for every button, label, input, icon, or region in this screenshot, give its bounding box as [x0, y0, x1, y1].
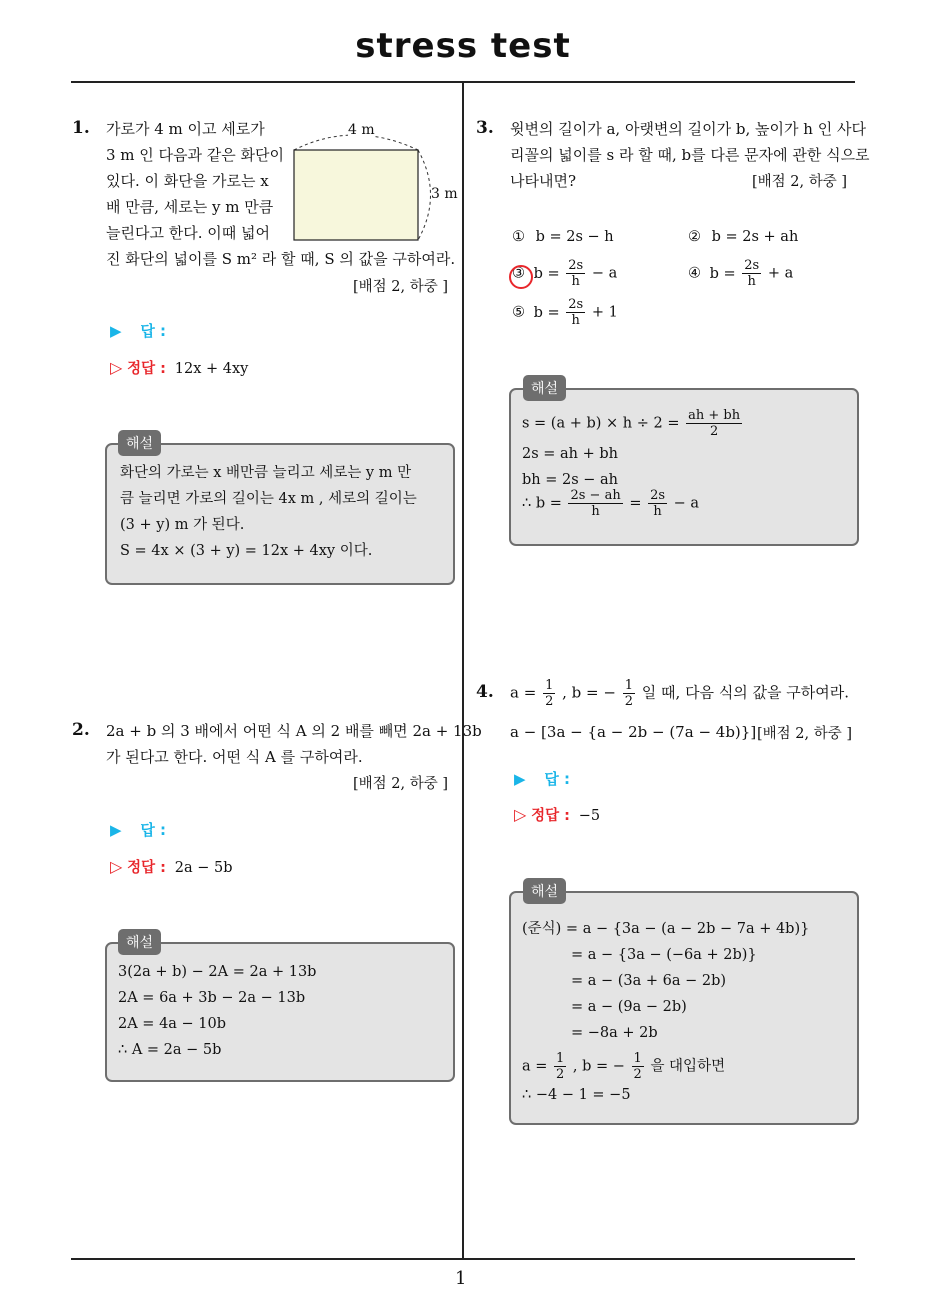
q3-choice-5-pre: b =: [533, 304, 560, 321]
q3-choice-4-post: + a: [767, 265, 794, 282]
q4-sub-tail: 을 대입하면: [650, 1058, 726, 1075]
q4-sub-a-num: 1: [556, 1051, 565, 1066]
q3-exp-line-4-den-2: h: [653, 504, 662, 519]
q1-number: 1.: [72, 118, 90, 138]
q3-choice-2[interactable]: [688, 229, 798, 245]
q3-choice-5-post: + 1: [591, 304, 618, 321]
q3-choice-3-fraction: [566, 258, 585, 289]
q4-answer-label: 답 :: [544, 770, 571, 788]
triangle-outline-icon: ▷: [110, 857, 123, 876]
q3-choice-2-expr: b = 2s + ah: [711, 229, 799, 245]
q2-correct-label: 정답 :: [127, 860, 166, 876]
q2-correct-value: 2a − 5b: [174, 860, 233, 876]
q3-exp-line-4-post: − a: [673, 495, 700, 512]
q4-correct-value: −5: [578, 808, 601, 824]
q4-sub-a-pre: a =: [522, 1058, 548, 1075]
play-icon: ▶: [514, 770, 526, 788]
q3-line-1: 윗변의 길이가 a, 아랫변의 길이가 b, 높이가 h 인 사다: [510, 120, 866, 138]
q3-exp-line-4-fraction-1: [568, 488, 622, 519]
q2-exp-line-2: 2A = 6a + 3b − 2a − 13b: [118, 990, 306, 1006]
q1-answer-row: [110, 320, 166, 341]
q3-choice-4-fraction: [742, 258, 761, 289]
q4-exp-line-5: = −8a + 2b: [571, 1025, 658, 1041]
q4-line-1: [510, 678, 849, 709]
q3-choice-5-den: h: [571, 313, 580, 328]
q4-exp-line-2: = a − {3a − (−6a + 2b)}: [571, 947, 757, 963]
column-divider: [462, 82, 464, 1260]
q3-choice-4-pre: b =: [709, 265, 736, 282]
q1-correct-label: 정답 :: [127, 361, 166, 377]
play-icon: ▶: [110, 322, 122, 340]
q3-exp-line-4-mid: =: [629, 495, 642, 512]
q3-exp-line-1-num: ah + bh: [688, 408, 741, 423]
q4-exp-line-4: = a − (9a − 2b): [571, 999, 687, 1015]
q4-sub-a-fraction: [554, 1051, 566, 1082]
q3-exp-line-1: [522, 408, 744, 439]
q4-a-pre: a =: [510, 683, 537, 702]
q4-explanation-tag: 해설: [523, 878, 566, 904]
q1-exp-line-3: (3 + y) m 가 된다.: [120, 517, 245, 533]
q1-exp-line-2: 큼 늘리면 가로의 길이는 4x m , 세로의 길이는: [120, 491, 417, 507]
q3-choice-4-mark: ④: [688, 265, 701, 282]
q4-exp-line-3: = a − (3a + 6a − 2b): [571, 973, 727, 989]
q4-a-den: 2: [545, 694, 554, 709]
q3-choice-3-mark: ③: [512, 265, 525, 282]
q4-expression: a − [3a − {a − 2b − (7a − 4b)}]: [510, 723, 757, 741]
q1-correct-row: [110, 357, 248, 378]
q3-choice-3-num: 2s: [568, 258, 584, 273]
q4-sub-a-den: 2: [556, 1067, 565, 1082]
q4-b-num: 1: [624, 678, 633, 693]
q4-sub-b-num: 1: [633, 1051, 642, 1066]
q3-meta: [배점 2, 하중 ]: [752, 174, 848, 190]
q1-line-5: 늘린다고 한다. 이때 넓어: [106, 224, 270, 242]
q3-choice-3-den: h: [571, 274, 580, 289]
q4-exp-line-1: (준식) = a − {3a − (a − 2b − 7a + 4b)}: [522, 921, 810, 937]
footer-rule: [71, 1258, 855, 1260]
q4-exp-result: ∴ −4 − 1 = −5: [522, 1087, 631, 1103]
q3-choice-5-mark: ⑤: [512, 304, 525, 321]
play-icon: ▶: [110, 821, 122, 839]
q3-exp-line-4-num-2: 2s: [650, 488, 666, 503]
q3-choice-1[interactable]: [512, 229, 614, 245]
q3-choice-4[interactable]: [688, 258, 793, 289]
q1-line-2: 3 m 인 다음과 같은 화단이: [106, 146, 285, 164]
q3-choice-3-post: − a: [591, 265, 618, 282]
q3-choice-4-den: h: [747, 274, 756, 289]
q3-choice-4-num: 2s: [744, 258, 760, 273]
q4-answer-row: [514, 768, 570, 789]
q1-correct-value: 12x + 4xy: [174, 361, 249, 377]
q4-correct-row: [514, 804, 600, 825]
q2-number: 2.: [72, 720, 90, 740]
q3-choice-2-mark: ②: [688, 229, 701, 245]
q3-exp-line-4: [522, 488, 699, 519]
q4-number: 4.: [476, 682, 494, 702]
q1-exp-line-4: S = 4x × (3 + y) = 12x + 4xy 이다.: [120, 543, 373, 559]
q3-choice-5-fraction: [566, 297, 585, 328]
q1-explanation-tag: 해설: [118, 430, 161, 456]
q2-answer-label: 답 :: [140, 821, 167, 839]
q1-line-1: 가로가 4 m 이고 세로가: [106, 120, 265, 138]
q1-line-6: 진 화단의 넓이를 S m² 라 할 때, S 의 값을 구하여라.: [106, 250, 456, 268]
q2-meta: [배점 2, 하중 ]: [353, 776, 449, 792]
q1-answer-label: 답 :: [140, 322, 167, 340]
q2-line-1: 2a + b 의 3 배에서 어떤 식 A 의 2 배를 빼면 2a + 13b: [106, 722, 482, 740]
q3-exp-line-2: 2s = ah + bh: [522, 446, 619, 462]
q1-exp-line-1: 화단의 가로는 x 배만큼 늘리고 세로는 y m 만: [120, 465, 412, 481]
q3-explanation-tag: 해설: [523, 375, 566, 401]
q3-exp-line-4-den-1: h: [591, 504, 600, 519]
q1-figure-height-label: 3 m: [431, 186, 458, 202]
q3-exp-line-1-pre: s = (a + b) × h ÷ 2 =: [522, 415, 680, 432]
q4-a-fraction: [543, 678, 555, 709]
q4-b-den: 2: [624, 694, 633, 709]
q4-correct-label: 정답 :: [531, 808, 570, 824]
q3-exp-line-1-den: 2: [709, 424, 719, 439]
q1-meta: [배점 2, 하중 ]: [353, 279, 449, 295]
q3-line-2: 리꼴의 넓이를 s 라 할 때, b를 다른 문자에 관한 식으로: [510, 146, 870, 164]
q3-choice-3-pre: b =: [533, 265, 560, 282]
q3-exp-line-3: bh = 2s − ah: [522, 472, 619, 488]
q2-line-2: 가 된다고 한다. 어떤 식 A 를 구하여라.: [106, 748, 363, 766]
q4-line-1-tail: 일 때, 다음 식의 값을 구하여라.: [641, 683, 850, 702]
q4-a-num: 1: [545, 678, 554, 693]
q2-answer-row: [110, 819, 166, 840]
q2-exp-line-1: 3(2a + b) − 2A = 2a + 13b: [118, 964, 317, 980]
q2-exp-line-4: ∴ A = 2a − 5b: [118, 1042, 222, 1058]
q4-exp-substitution: [522, 1051, 725, 1082]
q2-explanation-tag: 해설: [118, 929, 161, 955]
q3-choice-5[interactable]: [512, 297, 618, 328]
q4-b-pre: , b = −: [562, 683, 616, 702]
q3-line-3: 나타내면?: [510, 172, 577, 190]
q3-exp-line-1-fraction: [686, 408, 742, 439]
q3-exp-line-4-fraction-2: [648, 488, 667, 519]
q3-choice-5-num: 2s: [568, 297, 584, 312]
q4-sub-b-den: 2: [633, 1067, 642, 1082]
q2-correct-row: [110, 856, 233, 877]
q4-b-fraction: [623, 678, 635, 709]
q1-figure-width-label: 4 m: [348, 122, 375, 138]
q2-exp-line-3: 2A = 4a − 10b: [118, 1016, 227, 1032]
q3-selected-answer-circle: [509, 265, 533, 289]
q4-meta: [배점 2, 하중 ]: [757, 726, 853, 742]
q1-line-4: 배 만큼, 세로는 y m 만큼: [106, 198, 274, 216]
triangle-outline-icon: ▷: [110, 358, 123, 377]
q3-exp-line-4-pre: ∴ b =: [522, 495, 562, 512]
triangle-outline-icon: ▷: [514, 805, 527, 824]
q3-choice-1-expr: b = 2s − h: [535, 229, 614, 245]
q4-sub-b-pre: , b = −: [572, 1058, 625, 1075]
q3-number: 3.: [476, 118, 494, 138]
q3-exp-line-4-num-1: 2s − ah: [570, 488, 621, 503]
q3-choice-1-mark: ①: [512, 229, 525, 245]
page-number: 1: [455, 1268, 467, 1289]
q4-sub-b-fraction: [632, 1051, 644, 1082]
q1-line-3: 있다. 이 화단을 가로는 x: [106, 172, 269, 190]
page-title: stress test: [355, 26, 571, 66]
